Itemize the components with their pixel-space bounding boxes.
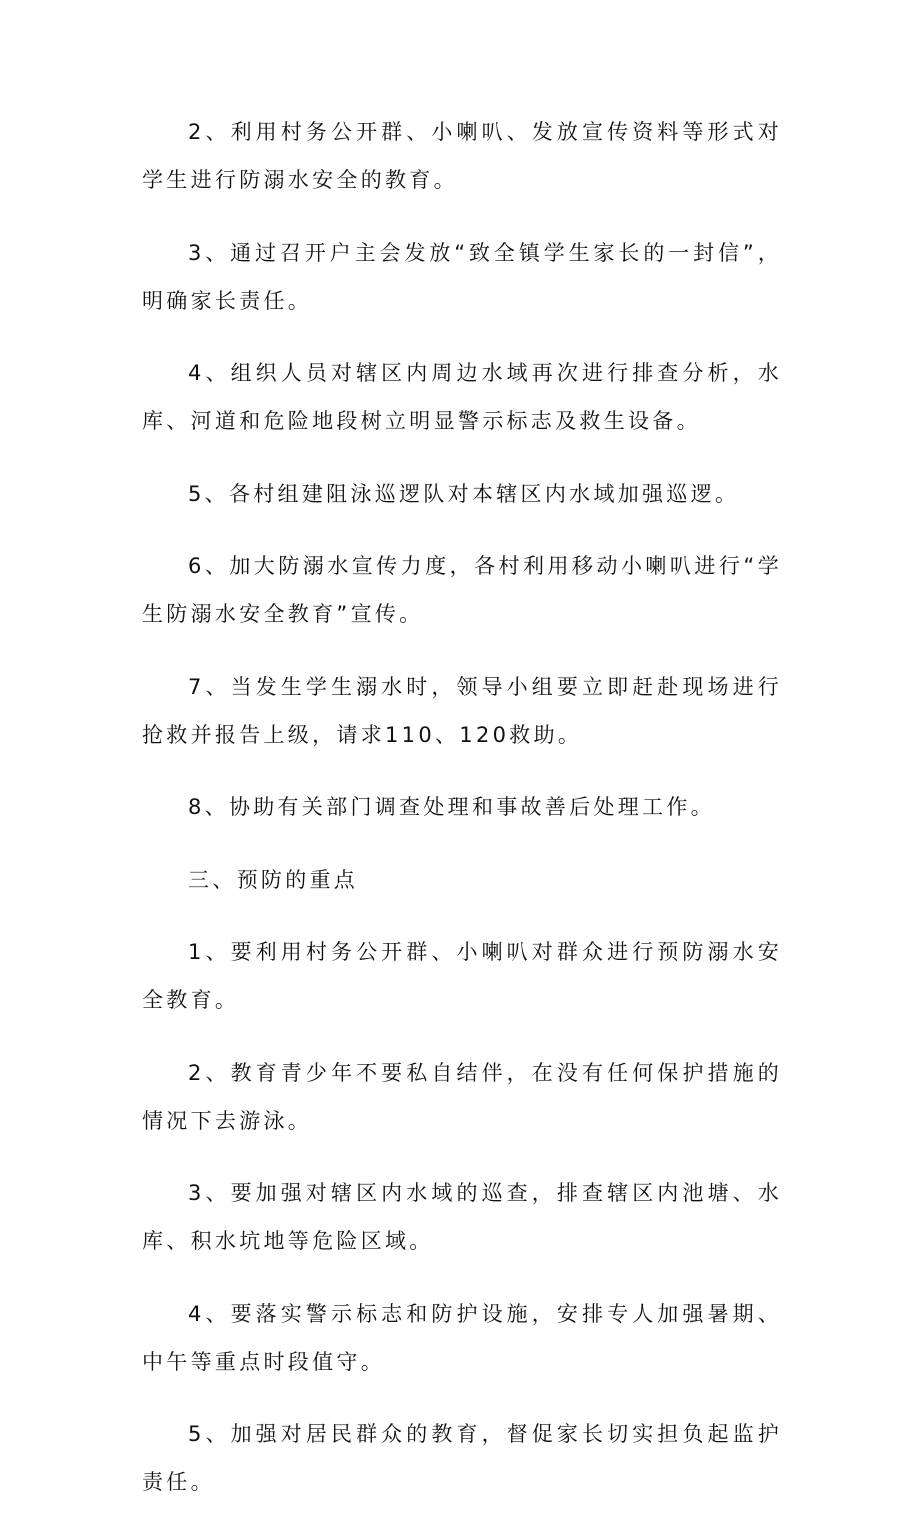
focus-item-3: 3、要加强对辖区内水域的巡查，排查辖区内池塘、水库、积水坑地等危险区域。 xyxy=(142,1181,782,1253)
paragraph-item-2: 2、利用村务公开群、小喇叭、发放宣传资料等形式对学生进行防溺水安全的教育。 xyxy=(142,120,782,192)
focus-item-4: 4、要落实警示标志和防护设施，安排专人加强暑期、中午等重点时段值守。 xyxy=(142,1301,782,1374)
document-body xyxy=(142,108,782,1531)
paragraph-item-3: 3、通过召开户主会发放“致全镇学生家长的一封信”，明确家长责任。 xyxy=(142,240,782,313)
section-heading: 三、预防的重点 xyxy=(188,867,359,892)
paragraph-item-7: 7、当发生学生溺水时，领导小组要立即赶赴现场进行抢救并报告上级，请求110、120救助。 xyxy=(142,674,782,747)
focus-item-2: 2、教育青少年不要私自结伴，在没有任何保护措施的情况下去游泳。 xyxy=(142,1060,782,1133)
paragraph-item-8: 8、协助有关部门调查处理和事故善后处理工作。 xyxy=(188,795,715,819)
paragraph-item-5: 5、各村组建阻泳巡逻队对本辖区内水域加强巡逻。 xyxy=(188,481,740,506)
focus-item-5: 5、加强对居民群众的教育，督促家长切实担负起监护责任。 xyxy=(142,1422,782,1494)
paragraph-item-4: 4、组织人员对辖区内周边水域再次进行排查分析，水库、河道和危险地段树立明显警示标志及救生设备。 xyxy=(142,361,782,433)
focus-item-1: 1、要利用村务公开群、小喇叭对群众进行预防溺水安全教育。 xyxy=(142,940,782,1012)
paragraph-item-6: 6、加大防溺水宣传力度，各村利用移动小喇叭进行“学生防溺水安全教育”宣传。 xyxy=(142,554,782,626)
